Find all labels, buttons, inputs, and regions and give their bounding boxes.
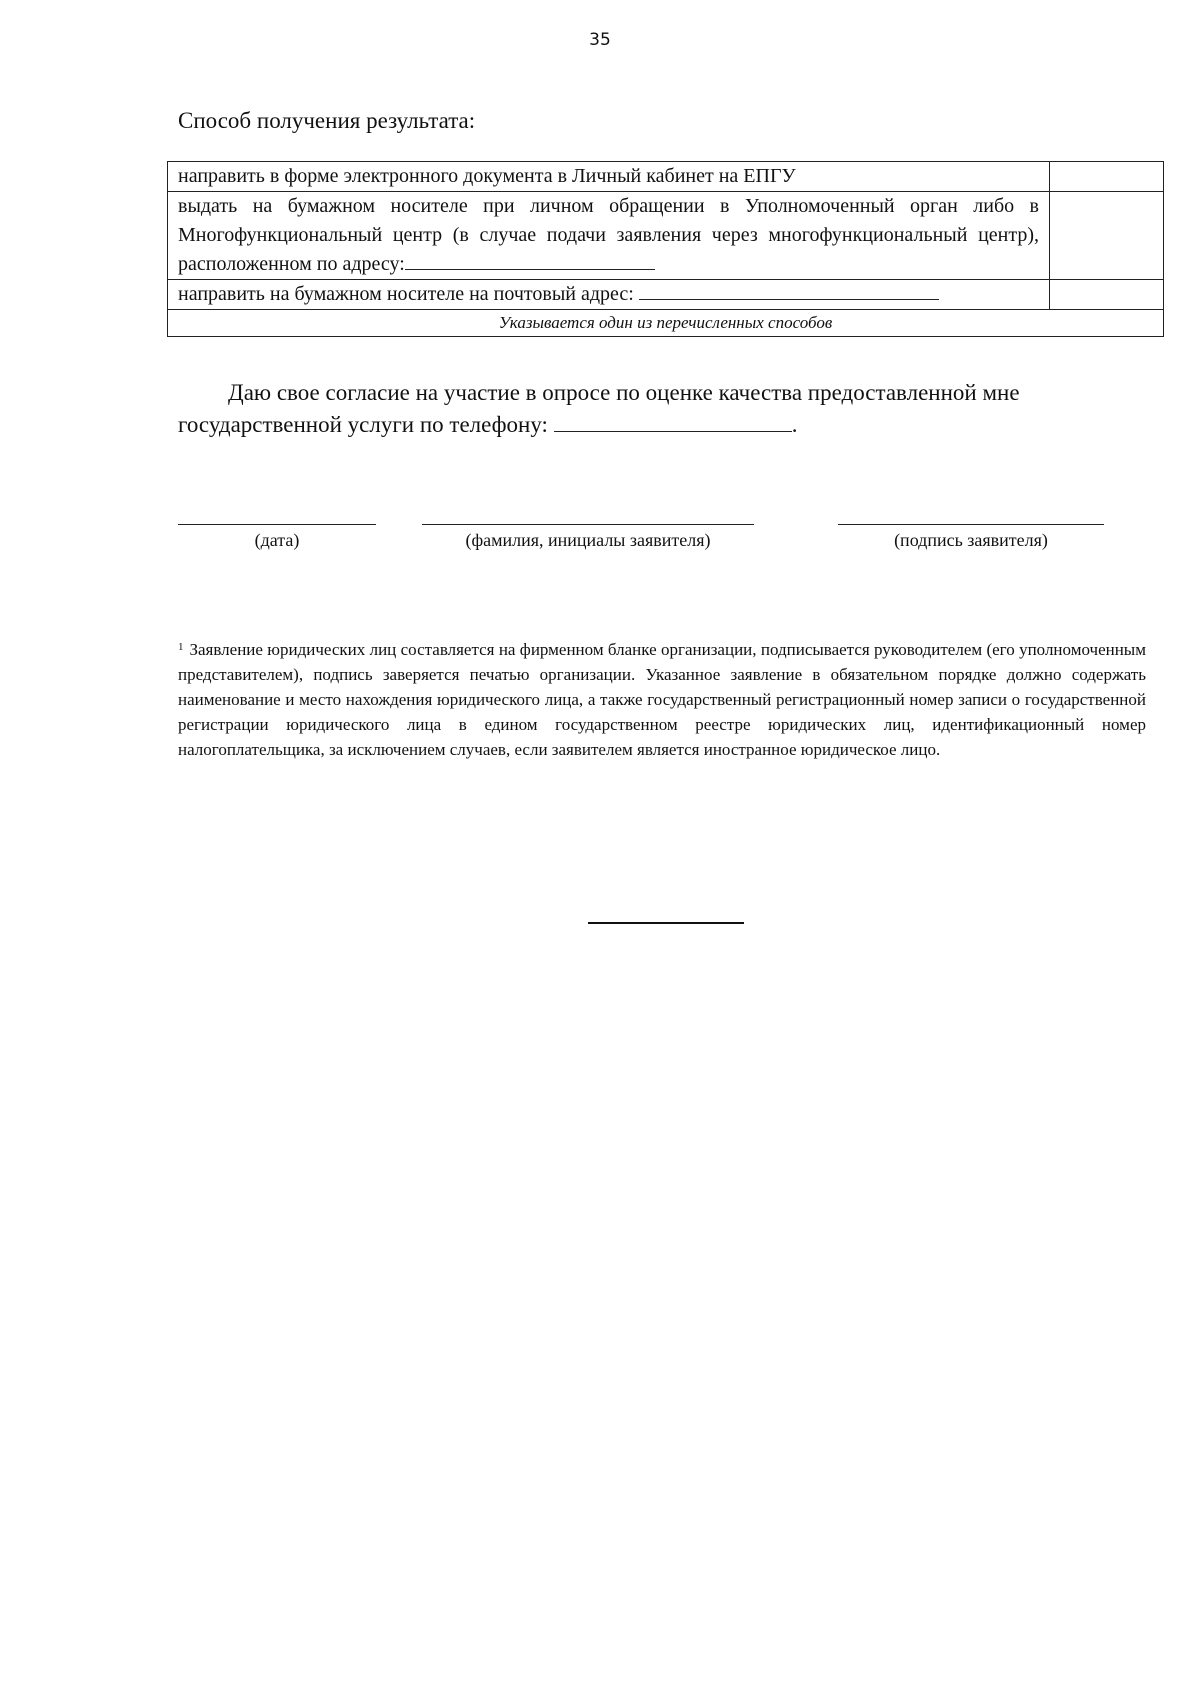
name-label: (фамилия, инициалы заявителя) bbox=[465, 530, 711, 550]
option-row-in-person bbox=[168, 192, 1164, 280]
signature-label: (подпись заявителя) bbox=[894, 530, 1048, 550]
page-number: 35 bbox=[589, 30, 611, 50]
phone-blank[interactable] bbox=[554, 413, 792, 432]
option-checkbox-epgu[interactable] bbox=[1050, 162, 1164, 192]
footnote-marker: 1 bbox=[178, 641, 184, 653]
option-note: Указывается один из перечисленных способов bbox=[168, 310, 1164, 337]
section-title: Способ получения результата: bbox=[178, 108, 476, 133]
consent-end-mark: . bbox=[791, 412, 798, 437]
date-label: (дата) bbox=[254, 530, 300, 550]
option-note-row bbox=[168, 310, 1164, 337]
name-signature-line[interactable] bbox=[422, 524, 754, 525]
address-blank[interactable] bbox=[405, 251, 655, 270]
option-text-in-person bbox=[168, 192, 1050, 280]
date-signature-line[interactable] bbox=[178, 524, 376, 525]
option-row-epgu bbox=[168, 162, 1164, 192]
footnote bbox=[178, 637, 1146, 762]
option-text-epgu bbox=[168, 162, 1050, 192]
end-rule bbox=[588, 922, 744, 924]
option-label-in-person: выдать на бумажном носителе при личном обращении в Уполномоченный орган либо в Многофункциональный центр (в случае подачи заявления через многофункциональный центр), расположенном по адресу: bbox=[178, 195, 1039, 275]
option-row-post bbox=[168, 280, 1164, 310]
option-label-post: направить на бумажном носителе на почтовый адрес: bbox=[178, 283, 634, 305]
option-label-epgu: направить в форме электронного документа в Личный кабинет на ЕПГУ bbox=[178, 165, 796, 187]
option-checkbox-in-person[interactable] bbox=[1050, 192, 1164, 280]
consent-line-2 bbox=[178, 409, 1146, 441]
consent-line-1: Даю свое согласие на участие в опросе по оценке качества предоставленной мне bbox=[228, 380, 1020, 405]
result-method-table bbox=[167, 161, 1164, 337]
option-checkbox-post[interactable] bbox=[1050, 280, 1164, 310]
consent-phone-label: государственной услуги по телефону: bbox=[178, 412, 548, 437]
signature-line[interactable] bbox=[838, 524, 1104, 525]
option-text-post bbox=[168, 280, 1050, 310]
postal-address-blank[interactable] bbox=[639, 281, 939, 300]
footnote-text: Заявление юридических лиц составляется на фирменном бланке организации, подписывается руководителем (его уполномоченным представителем), подпись заверяется печатью организации. Указанное заявление в обязательном порядке должно содержать наименование и место нахождения юридического лица, а также государственный регистрационный номер записи о государственной регистрации юридического лица в едином государственном реестре юридических лиц, идентификационный номер налогоплательщика, за исключением случаев, если заявителем является иностранное юридическое лицо. bbox=[178, 640, 1146, 759]
consent-paragraph bbox=[178, 377, 1146, 441]
